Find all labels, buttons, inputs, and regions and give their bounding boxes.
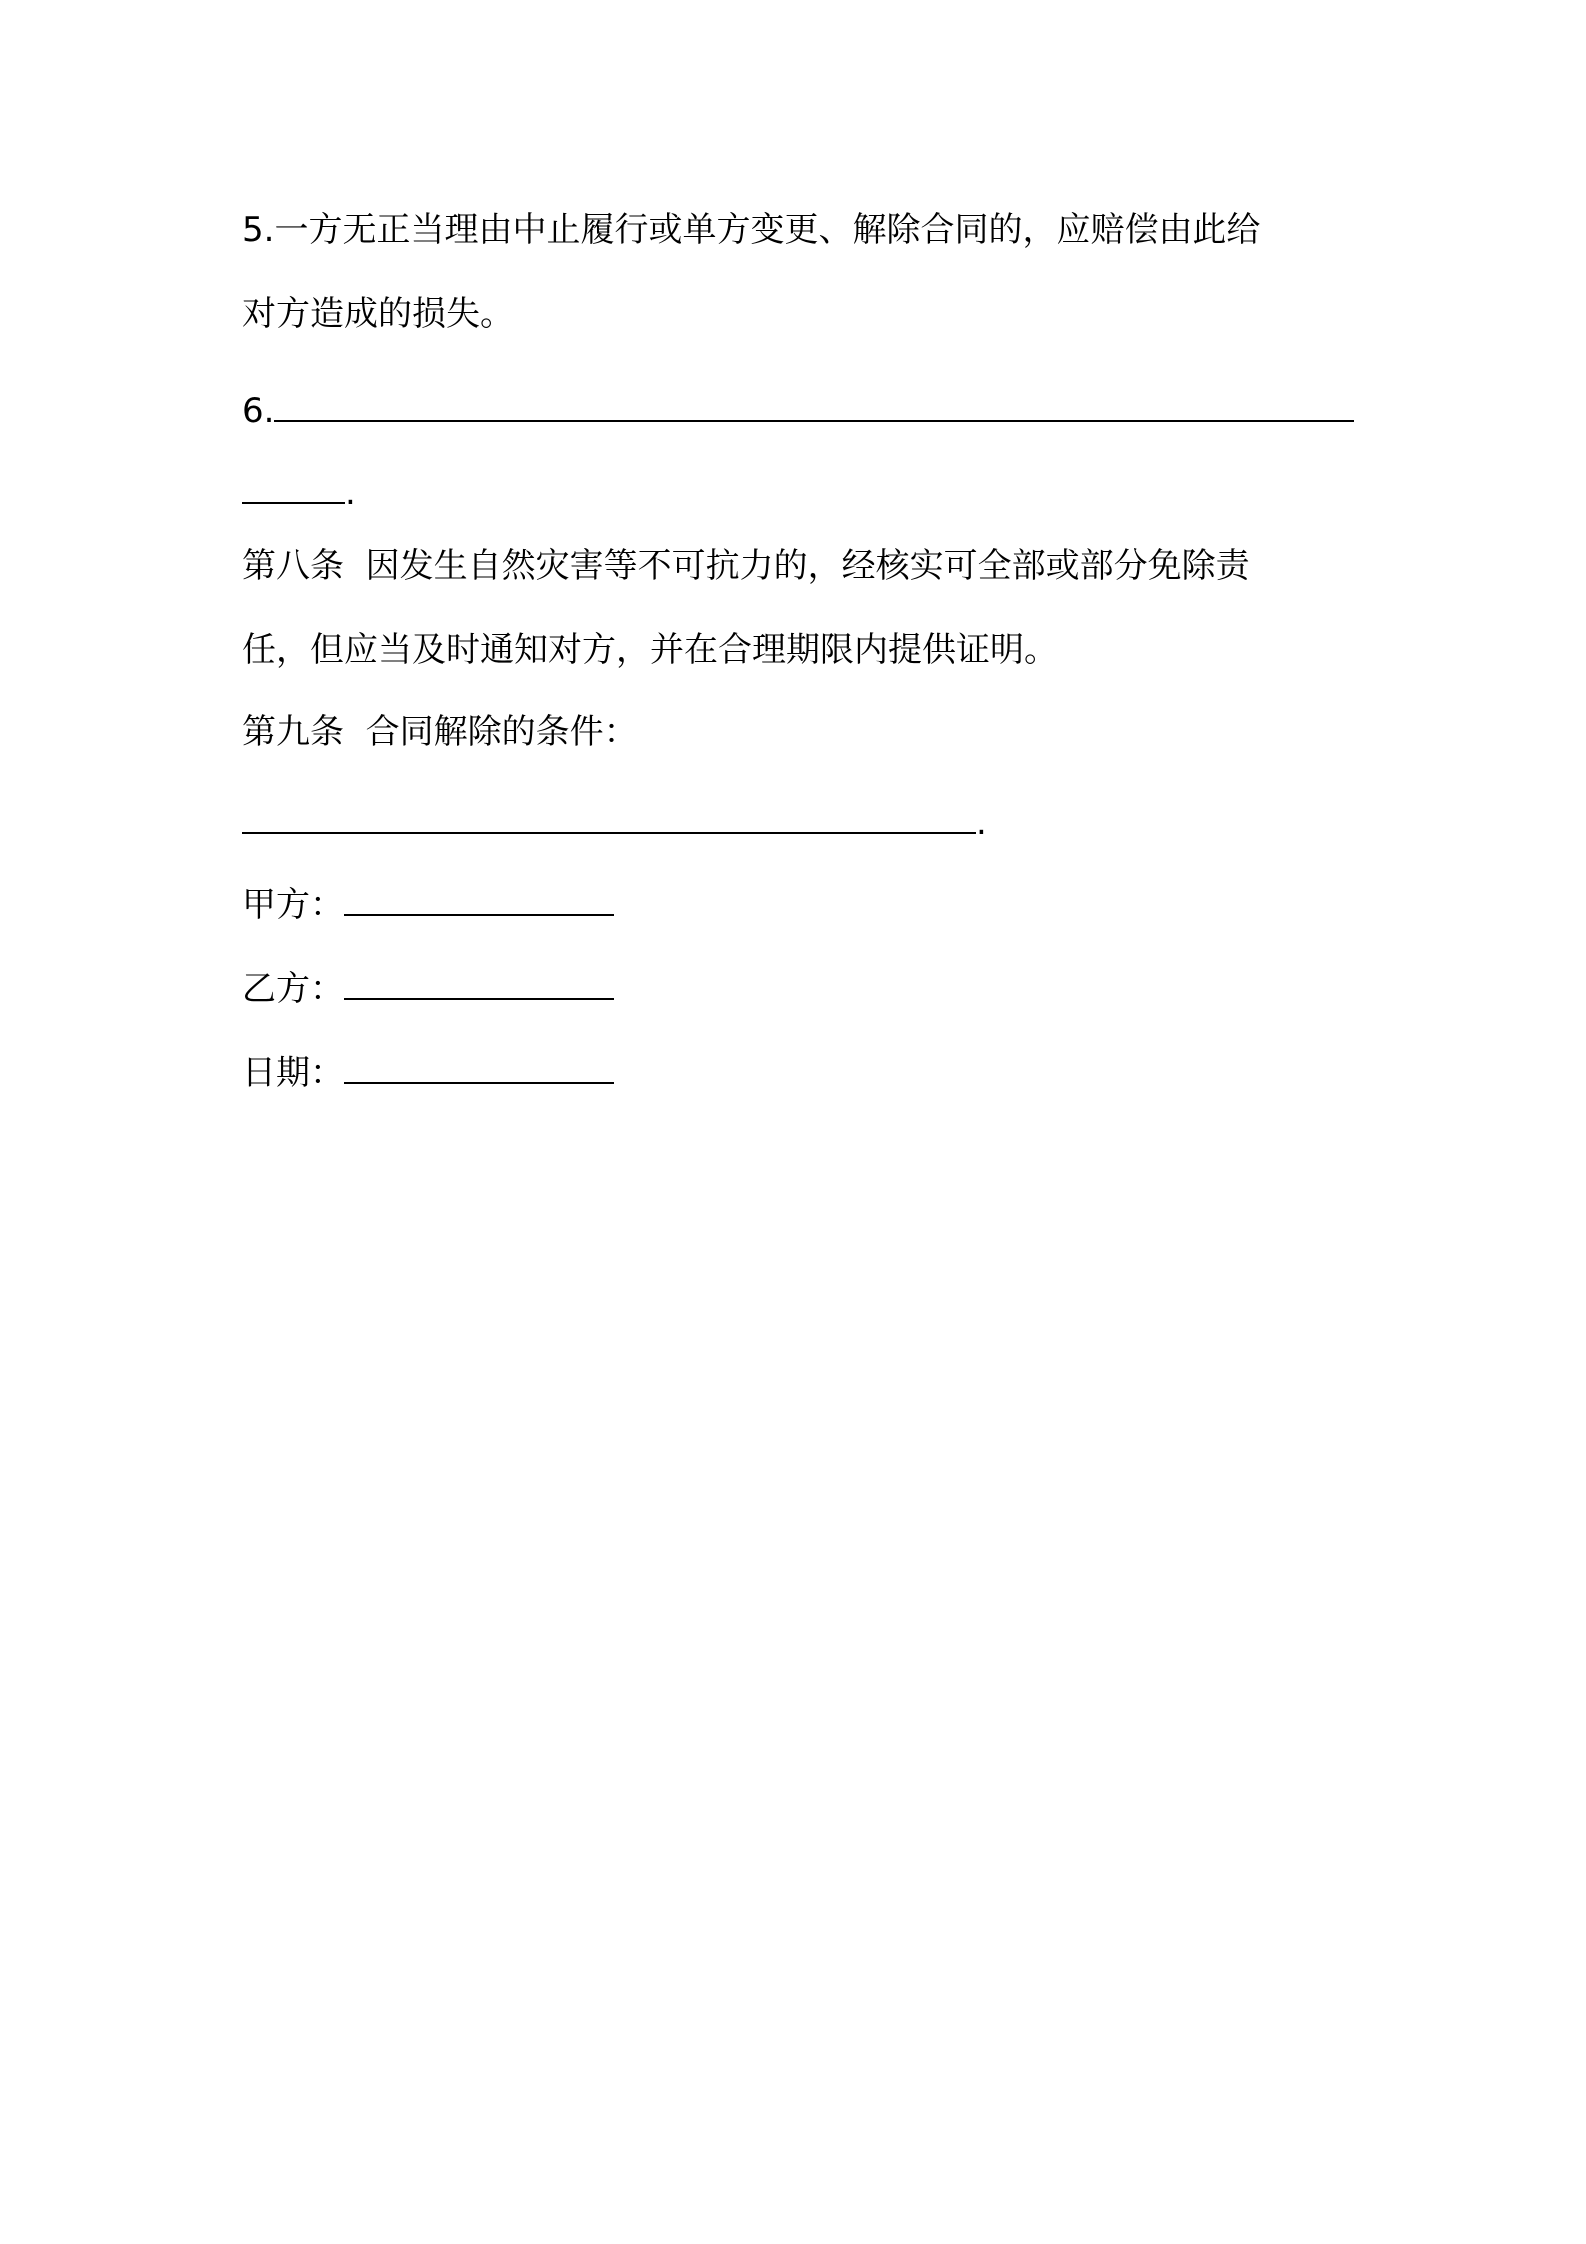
clause-5-line-1: 5.一方无正当理由中止履行或单方变更、解除合同的，应赔偿由此给 — [242, 210, 1261, 250]
date-signature — [242, 1046, 614, 1093]
article-9-heading: 第九条 合同解除的条件： — [242, 712, 638, 752]
article-9-blank-line — [242, 796, 976, 834]
party-a-signature — [242, 878, 614, 925]
clause-6-blank-line — [274, 384, 1354, 422]
clause-6-line-1 — [242, 384, 1354, 431]
date-label: 日期： — [242, 1053, 344, 1093]
clause-6-label: 6. — [242, 391, 275, 431]
article-8-line-2: 任，但应当及时通知对方，并在合理期限内提供证明。 — [242, 630, 1058, 670]
party-b-label: 乙方： — [242, 969, 344, 1009]
party-a-label: 甲方： — [242, 885, 344, 925]
clause-6-line-2 — [242, 466, 356, 513]
party-b-signature — [242, 962, 614, 1009]
article-9-end-punct: . — [976, 803, 987, 843]
clause-6-blank-continuation — [242, 466, 345, 504]
clause-5-line-2: 对方造成的损失。 — [242, 294, 514, 334]
date-blank-line — [344, 1046, 614, 1084]
clause-6-end-punct: . — [345, 473, 356, 513]
article-8-line-1: 第八条 因发生自然灾害等不可抗力的，经核实可全部或部分免除责 — [242, 546, 1250, 586]
party-b-blank-line — [344, 962, 614, 1000]
article-9-conditions-line — [242, 796, 987, 843]
party-a-blank-line — [344, 878, 614, 916]
